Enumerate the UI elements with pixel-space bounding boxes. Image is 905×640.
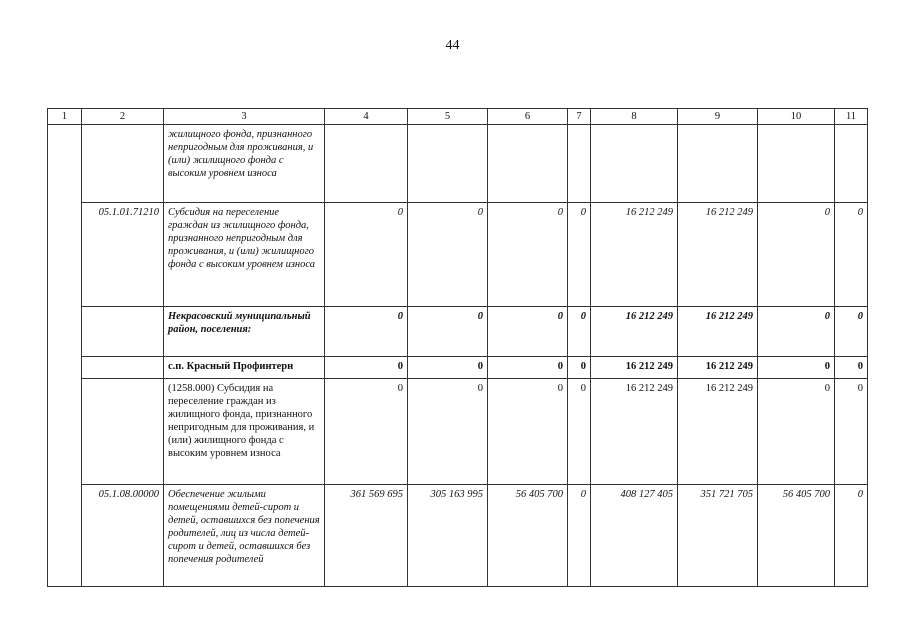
column-header: 9 <box>678 109 758 125</box>
value-cell: 16 212 249 <box>591 379 678 485</box>
value-cell: 0 <box>408 357 488 379</box>
value-cell: 0 <box>835 379 868 485</box>
value-cell: 0 <box>488 307 568 357</box>
value-cell: 305 163 995 <box>408 485 488 587</box>
description-cell: жилищного фонда, признанного непригодным для проживания, и (или) жилищного фонда с высоким уровнем износа <box>164 125 325 203</box>
table-row <box>48 379 868 485</box>
table-row <box>48 307 868 357</box>
value-cell: 0 <box>758 357 835 379</box>
description-cell: Обеспечение жилыми помещениями детей-сирот и детей, оставшихся без попечения родителей, лиц из числа детей-сирот и детей, оставшихся без попечения родителей <box>164 485 325 587</box>
code-cell: 05.1.08.00000 <box>82 485 164 587</box>
value-cell: 16 212 249 <box>591 357 678 379</box>
value-cell: 0 <box>325 379 408 485</box>
column-header: 11 <box>835 109 868 125</box>
value-cell <box>758 125 835 203</box>
value-cell: 56 405 700 <box>488 485 568 587</box>
code-cell <box>82 379 164 485</box>
value-cell: 0 <box>488 203 568 307</box>
table-row <box>48 357 868 379</box>
value-cell: 0 <box>835 357 868 379</box>
value-cell: 0 <box>835 203 868 307</box>
value-cell: 0 <box>568 485 591 587</box>
description-cell: с.п. Красный Профинтерн <box>164 357 325 379</box>
value-cell: 56 405 700 <box>758 485 835 587</box>
value-cell <box>678 125 758 203</box>
page-number: 44 <box>445 38 460 53</box>
value-cell <box>325 125 408 203</box>
value-cell: 0 <box>758 307 835 357</box>
code-cell <box>82 307 164 357</box>
table-row <box>48 125 868 203</box>
value-cell: 0 <box>758 379 835 485</box>
value-cell: 0 <box>408 379 488 485</box>
value-cell: 16 212 249 <box>678 307 758 357</box>
value-cell: 16 212 249 <box>678 379 758 485</box>
value-cell: 361 569 695 <box>325 485 408 587</box>
value-cell: 351 721 705 <box>678 485 758 587</box>
table-row <box>48 203 868 307</box>
code-cell <box>82 357 164 379</box>
column-header: 7 <box>568 109 591 125</box>
value-cell: 0 <box>408 307 488 357</box>
value-cell: 16 212 249 <box>678 203 758 307</box>
value-cell <box>568 125 591 203</box>
column-header: 2 <box>82 109 164 125</box>
value-cell: 0 <box>488 379 568 485</box>
table-row <box>48 485 868 587</box>
code-cell <box>82 125 164 203</box>
description-cell: Субсидия на переселение граждан из жилищного фонда, признанного непригодным для проживания, и (или) жилищного фонда с высоким уровнем износа <box>164 203 325 307</box>
value-cell: 0 <box>325 203 408 307</box>
column-header: 3 <box>164 109 325 125</box>
value-cell: 0 <box>568 357 591 379</box>
code-cell: 05.1.01.71210 <box>82 203 164 307</box>
value-cell: 408 127 405 <box>591 485 678 587</box>
value-cell: 0 <box>408 203 488 307</box>
value-cell <box>488 125 568 203</box>
value-cell <box>591 125 678 203</box>
column-header: 8 <box>591 109 678 125</box>
description-cell: Некрасовский муниципальный район, поселения: <box>164 307 325 357</box>
value-cell: 0 <box>568 203 591 307</box>
value-cell: 0 <box>488 357 568 379</box>
value-cell: 16 212 249 <box>678 357 758 379</box>
value-cell <box>835 125 868 203</box>
value-cell: 0 <box>325 307 408 357</box>
value-cell: 0 <box>835 485 868 587</box>
value-cell: 16 212 249 <box>591 203 678 307</box>
column-header: 10 <box>758 109 835 125</box>
description-cell: (1258.000) Субсидия на переселение граждан из жилищного фонда, признанного непригодным для проживания, и (или) жилищного фонда с высоким уровнем износа <box>164 379 325 485</box>
value-cell: 0 <box>325 357 408 379</box>
table-header-row <box>48 109 868 125</box>
column-1-cell <box>48 125 82 587</box>
budget-table <box>47 108 868 587</box>
value-cell <box>408 125 488 203</box>
column-header: 1 <box>48 109 82 125</box>
column-header: 6 <box>488 109 568 125</box>
value-cell: 0 <box>568 307 591 357</box>
value-cell: 0 <box>568 379 591 485</box>
value-cell: 16 212 249 <box>591 307 678 357</box>
column-header: 5 <box>408 109 488 125</box>
value-cell: 0 <box>758 203 835 307</box>
column-header: 4 <box>325 109 408 125</box>
value-cell: 0 <box>835 307 868 357</box>
